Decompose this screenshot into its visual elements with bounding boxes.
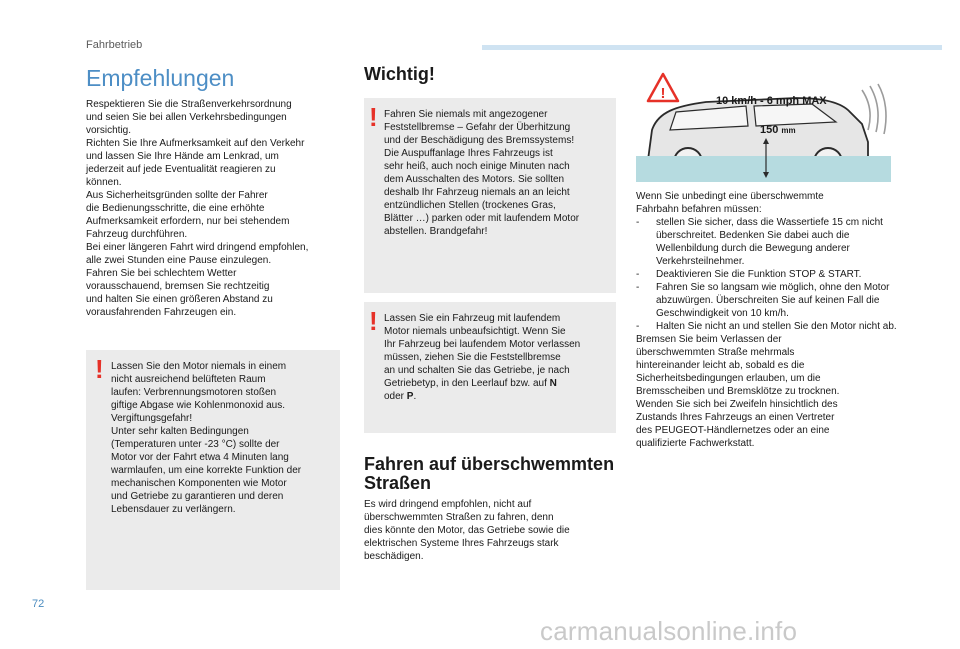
list-dash: -	[636, 217, 640, 228]
list-item	[636, 320, 898, 333]
water-depth-label	[760, 124, 796, 136]
header-bar	[482, 45, 942, 50]
motion-lines-icon	[862, 84, 886, 134]
important-title: Wichtig!	[364, 64, 435, 84]
unattended-warning-or: oder	[384, 391, 405, 402]
warning-icon: !	[95, 354, 104, 384]
unattended-warning-text	[384, 312, 610, 403]
warning-icon: !	[369, 102, 378, 132]
warning-triangle-mark: !	[660, 85, 666, 102]
recommendations-section	[86, 64, 342, 319]
section-label: Fahrbetrieb	[86, 39, 143, 51]
unattended-warning-box	[364, 302, 616, 433]
parking-brake-warning-box	[364, 98, 616, 293]
water-surface	[636, 156, 891, 182]
unattended-warning-body: Lassen Sie ein Fahrzeug mit laufendem Motor niemals unbeaufsichtigt. Wenn Sie Ihr Fahrzeug bei laufendem Motor verlassen müssen, ziehen Sie die Feststellbremse an und schalten Sie das Getriebe, je nach Getriebetyp, in den Leerlauf bzw. auf	[384, 313, 581, 389]
water-depth-unit: mm	[781, 126, 796, 135]
flooded-after-text: Bremsen Sie beim Verlassen der überschwemmten Straße mehrmals hintereinander leicht ab, sobald es die Sicherheitsbedingungen erlauben, um die Bremsscheiben und Bremsklötze zu trocknen. Wenden Sie sich bei Zweifeln hinsichtlich des Zustands Ihres Fahrzeugs an einen Vertreter des PEUGEOT-Händlernetzes oder an eine qualifizierte Fachwerkstatt.	[636, 334, 840, 449]
step-text: Fahren Sie so langsam wie möglich, ohne den Motor abzuwürgen. Überschreiten Sie auf keinen Fall die Geschwindigkeit von 10 km/h.	[656, 282, 890, 319]
ventilation-warning-box	[86, 350, 340, 590]
list-dash: -	[636, 321, 640, 332]
warning-icon: !	[369, 306, 378, 336]
recommendations-title: Empfehlungen	[86, 65, 235, 91]
watermark: carmanualsonline.info	[540, 616, 798, 646]
unattended-warning-end: .	[413, 391, 417, 402]
gear-p-label: P	[406, 391, 414, 402]
page-number: 72	[32, 598, 45, 610]
flooded-intro: Wenn Sie unbedingt eine überschwemmte Fahrbahn befahren müssen:	[636, 191, 824, 215]
speed-limit-label: 10 km/h - 6 mph MAX	[716, 95, 827, 107]
flooded-roads-body: Es wird dringend empfohlen, nicht auf überschwemmten Straßen zu fahren, denn dies könnte den Motor, das Getriebe sowie die elektrischen Systeme Ihres Fahrzeugs stark beschädigen.	[364, 499, 570, 562]
flooded-steps-list	[636, 216, 898, 333]
step-text: Deaktivieren Sie die Funktion STOP & START.	[656, 269, 862, 280]
gear-n-label: N	[549, 378, 557, 389]
parking-brake-warning-text: Fahren Sie niemals mit angezogener Feststellbremse – Gefahr der Überhitzung und der Beschädigung des Bremssystems! Die Auspuffanlage Ihres Fahrzeugs ist sehr heiß, auch noch einige Minuten nach dem Ausschalten des Motors. Sie sollten deshalb Ihr Fahrzeug niemals an an leicht entzündlichen Stellen (trockenes Gras, Blätter …) parken oder mit laufendem Motor abstellen. Brandgefahr!	[384, 109, 580, 237]
list-item	[636, 281, 898, 320]
step-text: Halten Sie nicht an und stellen Sie den Motor nicht ab.	[656, 321, 897, 332]
water-depth-value: 150	[760, 124, 779, 136]
list-item	[636, 268, 898, 281]
flooded-roads-instructions	[636, 190, 898, 450]
list-dash: -	[636, 269, 640, 280]
ventilation-warning-text: Lassen Sie den Motor niemals in einem nicht ausreichend belüfteten Raum laufen: Verbrennungsmotoren stoßen giftige Abgase wie Kohlenmonoxid aus. Vergiftungsgefahr! Unter sehr kalten Bedingungen (Temperaturen unter -23 °C) sollte der Motor vor der Fahrt etwa 4 Minuten lang warmlaufen, um eine korrekte Funktion der mechanischen Komponenten wie Motor und Getriebe zu garantieren und deren Lebensdauer zu verlängern.	[111, 361, 302, 515]
recommendations-body: Respektieren Sie die Straßenverkehrsordnung und seien Sie bei allen Verkehrsbedingungen vorsichtig. Richten Sie Ihre Aufmerksamkeit auf den Verkehr und lassen Sie Ihre Hände am Lenkrad, um jederzeit auf jede Eventualität reagieren zu können. Aus Sicherheitsgründen sollte der Fahrer die Bedienungsschritte, die eine erhöhte Aufmerksamkeit erfordern, nur bei stehendem Fahrzeug durchführen. Bei einer längeren Fahrt wird dringend empfohlen, alle zwei Stunden eine Pause einzulegen. Fahren Sie bei schlechtem Wetter vorausschauend, bremsen Sie rechtzeitig und halten Sie einen größeren Abstand zu vorausfahrenden Fahrzeugen ein.	[86, 99, 309, 318]
list-item	[636, 216, 898, 268]
important-section	[364, 64, 616, 85]
step-text: stellen Sie sicher, dass die Wassertiefe 15 cm nicht überschreitet. Bedenken Sie dabei auch die Wellenbildung durch die Bewegung anderer Verkehrsteilnehmer.	[656, 217, 883, 267]
flooded-roads-title: Fahren auf überschwemmten Straßen	[364, 454, 615, 493]
list-dash: -	[636, 282, 640, 293]
